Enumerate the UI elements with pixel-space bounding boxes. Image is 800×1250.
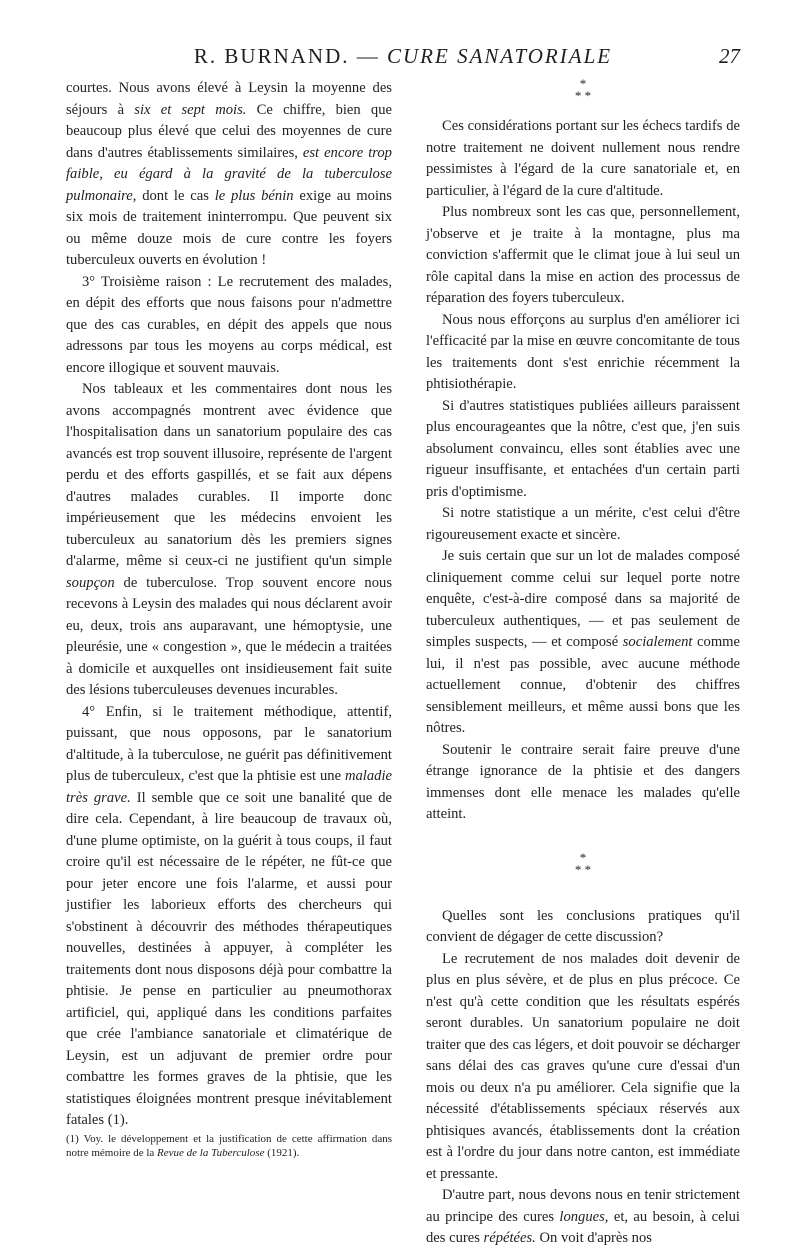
asterism-star: * * [574, 861, 592, 877]
running-title [66, 44, 740, 69]
title-dash: — [349, 44, 387, 68]
asterism-star: * [579, 849, 587, 865]
footnote: (1) Voy. le développement et la justification de cette affirmation dans notre mémoire de la Revue de la Tuberculose (1921). [66, 1132, 392, 1159]
paragraph: 4° Enfin, si le traitement méthodique, attentif, puissant, que nous opposons, par le sanatorium d'altitude, à la tuberculose, ne guérit pas définitivement plus de tuberculeux, c'est que la phtisie est une maladie très grave. Il semble que ce soit une banalité que de dire cela. Cependant, à lire beaucoup de travaux où, d'une plume optimiste, on la guérit à tous coups, il faut croire qu'il est nécessaire de le répéter, ne fût-ce que pour jeter encore une fois l'alarme, et aussi pour justifier les laborieux efforts des chercheurs qui s'obstinent à découvrir des méthodes thérapeutiques nouvelles, destinées à appuyer, à compléter les traitements dont nous disposons déjà pour combattre la phtisie. Je pense en particulier au pneumothorax artificiel, qui, appliqué dans les conditions parfaites que crée l'ambiance sanatoriale et climatérique de Leysin, est un adjuvant de premier ordre pour combattre les formes graves de la phtisie, que les statistiques éloignées montrent presque inévitablement fatales (1). [66, 703, 392, 1128]
author-name: R. BURNAND. [193, 44, 350, 68]
asterism-star: * * [574, 88, 592, 103]
section-title: CURE SANATORIALE [387, 44, 613, 68]
paragraph: Nous nous efforçons au surplus d'en améliorer ici l'efficacité par la mise en œuvre concomitante de tous les traitements dont s'est enrichie récemment la phtisiothérapie. [426, 311, 740, 392]
asterism-divider [426, 78, 740, 116]
paragraph: Je suis certain que sur un lot de malades composé cliniquement comme celui sur lequel porte notre enquête, c'est-à-dire composé dans sa majorité de tuberculeux authentiques, — et pas seulement de simples suspects, — et composé socialement comme lui, il n'est pas possible, avec aucune méthode actuellement connue, d'obtenir des chiffres sensiblement meilleurs, et même aussi bons que les nôtres. [426, 548, 740, 736]
paragraph: Soutenir le contraire serait faire preuve d'une étrange ignorance de la phtisie et des dangers immenses dont elle menace les malades qu'elle atteint. [426, 741, 740, 822]
paragraph: Quelles sont les conclusions pratiques qu'il convient de dégager de cette discussion? [426, 907, 740, 945]
running-header [66, 44, 740, 72]
paragraph: Si notre statistique a un mérite, c'est celui d'être rigoureusement exacte et sincère. [426, 505, 740, 543]
paragraph: Ces considérations portant sur les échecs tardifs de notre traitement ne doivent nullement nous rendre pessimistes à l'égard de la cure sanatoriale et, en particulier, à l'égard de la cure d'altitude. [426, 118, 740, 199]
paragraph: 3° Troisième raison : Le recrutement des malades, en dépit des efforts que nous faisons pour n'admettre que des cas curables, en dépit des appels que nous adressons par tous les moyens au corps médical, est encore illogique et souvent mauvais. [66, 273, 392, 376]
paragraph: Plus nombreux sont les cas que, personnellement, j'observe et je traite à la montagne, plus ma conviction s'affermit que le climat joue à lui seul un rôle capital dans la mise en action des processus de réparation des foyers tuberculeux. [426, 204, 740, 306]
paragraph: Le recrutement de nos malades doit devenir de plus en plus sévère, et de plus en plus précoce. Ce n'est qu'à cette condition que les résultats espérés seront durables. Un sanatorium populaire ne doit traiter que des cas légers, et doit pouvoir se décharger sans délai des cas graves qu'une cure d'essai d'un mois ou deux n'a pu améliorer. Cela signifie que la nécessité d'établissements spéciaux réservés aux phtisiques avancés, établissements dont la création est à l'ordre du jour dans notre canton, est immédiate et pressante. [426, 950, 740, 1182]
asterism-divider [426, 826, 740, 896]
asterism-star: * [579, 76, 587, 91]
paragraph: Nos tableaux et les commentaires dont nous les avons accompagnés montrent avec évidence que l'hospitalisation dans un sanatorium populaire des cas avancés est trop souvent illusoire, représente de l'argent perdu et des efforts gaspillés, et se fait aux dépens d'autres malades curables. Il importe donc impérieusement que les médecins envoient les tuberculeux au sanatorium dès les premiers signes d'alarme, même si ceux-ci ne justifient qu'un simple soupçon de tuberculose. Trop souvent encore nous recevons à Leysin des malades qui nous déclarent avoir eu, deux, trois ans auparavant, une hémoptysie, une pleurésie, une « congestion », que le médecin a traitées à domicile et auxquelles ont insidieusement fait suite des lésions tuberculeuses devenues incurables. [66, 381, 392, 698]
page-number: 27 [719, 44, 740, 68]
paragraph: D'autre part, nous devons nous en tenir strictement au principe des cures longues, et, au besoin, à celui des cures répétées. On voit d'après nos [426, 1187, 740, 1246]
paragraph: courtes. Nous avons élevé à Leysin la moyenne des séjours à six et sept mois. Ce chiffre, bien que beaucoup plus élevé que celui des moyennes de cure dans d'autres établissements similaires, est encore trop faible, eu égard à la gravité de la tuberculose pulmonaire, dont le cas le plus bénin exige au moins six mois de traitement ininterrompu. Que peuvent six ou même douze mois de cure contre les foyers tuberculeux ouverts en évolution ! [66, 80, 392, 268]
left-column [66, 78, 392, 1160]
right-column [426, 78, 740, 1250]
paragraph: Si d'autres statistiques publiées ailleurs paraissent plus encourageantes que la nôtre, c'est que, j'en suis absolument convaincu, elles sont établies avec une rigueur insuffisante, et entachées d'un certain parti pris d'optimisme. [426, 397, 740, 500]
